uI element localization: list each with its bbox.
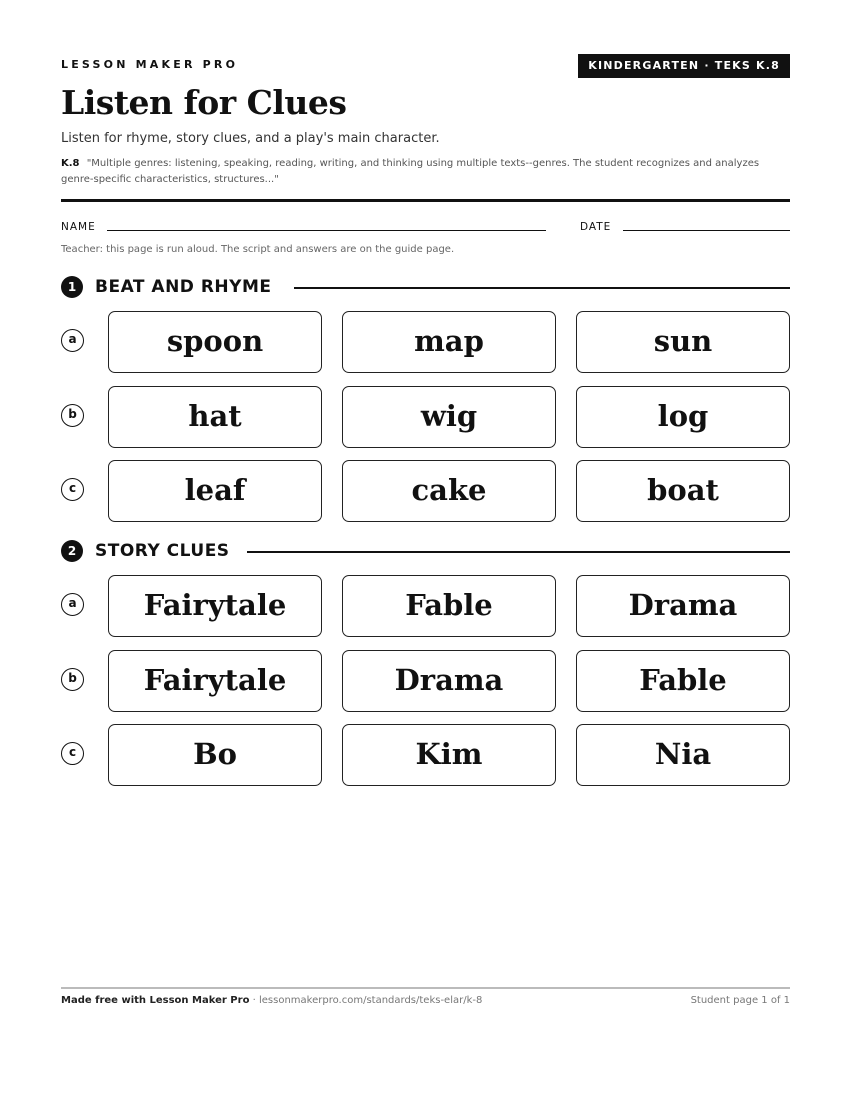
answer-choice[interactable]: Fairytale <box>108 650 322 712</box>
row-letter: b <box>61 668 84 691</box>
footer-divider <box>61 987 790 989</box>
answer-choice[interactable]: hat <box>108 386 322 448</box>
footer-made-with: Made free with Lesson Maker Pro <box>61 995 250 1006</box>
question-row-1c <box>61 460 790 522</box>
footer-credit <box>61 995 482 1006</box>
question-row-2c <box>61 724 790 786</box>
standard-description <box>61 156 776 188</box>
section-rule <box>247 551 790 553</box>
date-label: DATE <box>580 221 612 233</box>
answer-choice[interactable]: Bo <box>108 724 322 786</box>
header-divider <box>61 199 790 202</box>
page-subtitle: Listen for rhyme, story clues, and a play's main character. <box>61 131 440 146</box>
answer-choice[interactable]: Drama <box>576 575 790 637</box>
question-row-1a <box>61 311 790 373</box>
worksheet-page <box>61 0 790 1100</box>
row-letter: a <box>61 593 84 616</box>
section-beat-and-rhyme <box>61 276 790 300</box>
name-field[interactable] <box>107 230 546 231</box>
answer-choice[interactable]: boat <box>576 460 790 522</box>
answer-choice[interactable]: spoon <box>108 311 322 373</box>
answer-choice[interactable]: cake <box>342 460 556 522</box>
row-letter: c <box>61 742 84 765</box>
row-letter: b <box>61 404 84 427</box>
footer-page-info: Student page 1 of 1 <box>690 995 790 1006</box>
teacher-note: Teacher: this page is run aloud. The script and answers are on the guide page. <box>61 244 455 255</box>
section-number: 2 <box>61 540 83 562</box>
answer-choice[interactable]: Kim <box>342 724 556 786</box>
section-title: STORY CLUES <box>95 541 242 561</box>
footer-url[interactable]: · lessonmakerpro.com/standards/teks-elar/k-8 <box>252 995 483 1006</box>
standard-code: K.8 <box>61 158 80 169</box>
answer-choice[interactable]: leaf <box>108 460 322 522</box>
question-row-2b <box>61 650 790 712</box>
section-rule <box>294 287 790 289</box>
answer-choice[interactable]: Fable <box>342 575 556 637</box>
answer-choice[interactable]: sun <box>576 311 790 373</box>
row-letter: a <box>61 329 84 352</box>
question-row-1b <box>61 386 790 448</box>
answer-choice[interactable]: Drama <box>342 650 556 712</box>
answer-choice[interactable]: log <box>576 386 790 448</box>
standard-text: "Multiple genres: listening, speaking, reading, writing, and thinking using multiple texts--genres. The student recognizes and analyzes genre-specific characteristics, structures..." <box>61 158 760 185</box>
brand-name: LESSON MAKER PRO <box>61 58 239 71</box>
answer-choice[interactable]: map <box>342 311 556 373</box>
date-field[interactable] <box>623 230 790 231</box>
row-letter: c <box>61 478 84 501</box>
section-title: BEAT AND RHYME <box>95 277 284 297</box>
section-number: 1 <box>61 276 83 298</box>
grade-badge: KINDERGARTEN · TEKS K.8 <box>578 54 790 78</box>
question-row-2a <box>61 575 790 637</box>
section-story-clues <box>61 540 790 564</box>
answer-choice[interactable]: Fable <box>576 650 790 712</box>
answer-choice[interactable]: Nia <box>576 724 790 786</box>
answer-choice[interactable]: wig <box>342 386 556 448</box>
name-label: NAME <box>61 221 96 233</box>
answer-choice[interactable]: Fairytale <box>108 575 322 637</box>
page-title: Listen for Clues <box>61 83 347 122</box>
